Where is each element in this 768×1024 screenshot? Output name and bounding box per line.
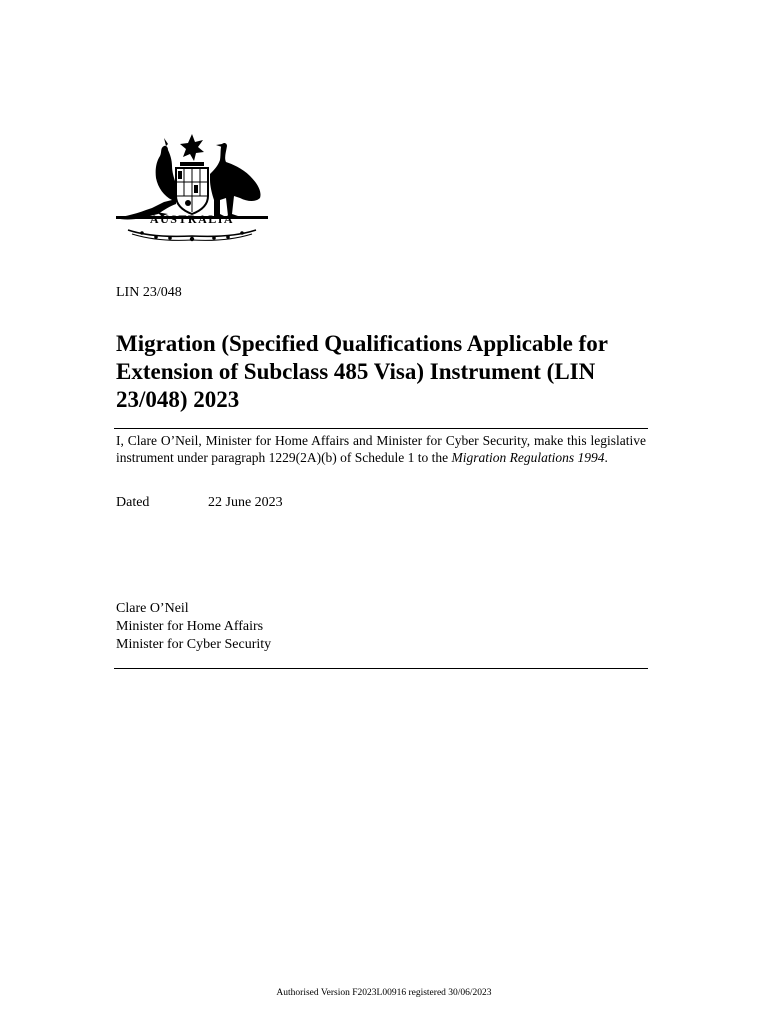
signatory-name: Clare O’Neil xyxy=(116,601,189,616)
signatory-title: Minister for Cyber Security xyxy=(116,637,272,652)
divider-bottom xyxy=(114,668,648,669)
signatory-title: Minister for Home Affairs xyxy=(116,619,264,634)
document-title: Migration (Specified Qualifications Applicable for Extension of Subclass 485 Visa) Instrument (LIN 23/048) 2023 xyxy=(116,331,608,412)
australian-coat-of-arms-icon xyxy=(112,130,272,245)
instrument-code: LIN 23/048 xyxy=(116,285,182,300)
enacting-statement xyxy=(116,432,646,466)
crest-label: AUSTRALIA xyxy=(149,212,235,226)
coat-of-arms xyxy=(112,130,272,245)
enacting-text: I, Clare O’Neil, Minister for Home Affairs and Minister for Cyber Security, make this legislative instrument under paragraph 1229(2A)(b) of Schedule 1 to the xyxy=(116,433,646,465)
signatory-block xyxy=(116,600,271,654)
regulations-title: Migration Regulations 1994 xyxy=(451,450,605,465)
dated-label: Dated xyxy=(116,495,150,510)
enacting-text-end: . xyxy=(604,450,608,465)
divider-top xyxy=(114,428,648,429)
authorised-version-footer: Authorised Version F2023L00916 registered 30/06/2023 xyxy=(276,988,492,998)
dated-value: 22 June 2023 xyxy=(208,495,283,510)
